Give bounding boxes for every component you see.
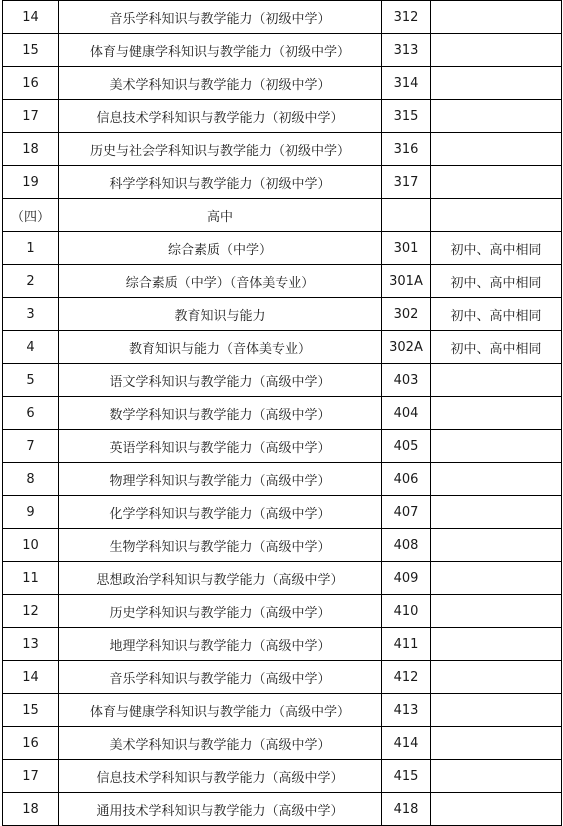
remark-cell (431, 199, 562, 232)
remark-cell (431, 727, 562, 760)
remark-cell (431, 628, 562, 661)
table-row (3, 595, 562, 628)
subject-name-cell: 英语学科知识与教学能力（高级中学） (59, 430, 382, 463)
subject-name-cell: 音乐学科知识与教学能力（高级中学） (59, 661, 382, 694)
table-row (3, 496, 562, 529)
subject-code-cell: 313 (382, 34, 431, 67)
row-number-cell: 6 (3, 397, 59, 430)
remark-cell (431, 529, 562, 562)
remark-cell (431, 661, 562, 694)
subject-code-cell (382, 199, 431, 232)
remark-cell (431, 595, 562, 628)
subject-name-cell: 通用技术学科知识与教学能力（高级中学） (59, 793, 382, 826)
table-row (3, 562, 562, 595)
subject-name-cell: 语文学科知识与教学能力（高级中学） (59, 364, 382, 397)
subject-code-cell: 413 (382, 694, 431, 727)
row-number-cell: 14 (3, 661, 59, 694)
table-row (3, 1, 562, 34)
table-row (3, 628, 562, 661)
remark-cell (431, 562, 562, 595)
row-number-cell: 15 (3, 694, 59, 727)
table-row (3, 727, 562, 760)
subject-code-cell: 407 (382, 496, 431, 529)
subject-name-cell: 数学学科知识与教学能力（高级中学） (59, 397, 382, 430)
remark-cell (431, 760, 562, 793)
remark-cell: 初中、高中相同 (431, 298, 562, 331)
remark-cell (431, 463, 562, 496)
subject-name-cell: 体育与健康学科知识与教学能力（初级中学） (59, 34, 382, 67)
subject-name-cell: 历史与社会学科知识与教学能力（初级中学） (59, 133, 382, 166)
row-number-cell: 18 (3, 793, 59, 826)
row-number-cell: 16 (3, 727, 59, 760)
row-number-cell: 19 (3, 166, 59, 199)
subject-code-cell: 315 (382, 100, 431, 133)
subject-code-cell: 418 (382, 793, 431, 826)
row-number-cell: 1 (3, 232, 59, 265)
table-row (3, 298, 562, 331)
row-number-cell: 9 (3, 496, 59, 529)
table-row (3, 793, 562, 826)
table-row (3, 67, 562, 100)
subject-code-cell: 414 (382, 727, 431, 760)
table-row (3, 34, 562, 67)
subject-name-cell: 综合素质（中学）（音体美专业） (59, 265, 382, 298)
subject-code-cell: 317 (382, 166, 431, 199)
subject-code-cell: 415 (382, 760, 431, 793)
row-number-cell: 7 (3, 430, 59, 463)
subject-name-cell: 化学学科知识与教学能力（高级中学） (59, 496, 382, 529)
subject-code-cell: 312 (382, 1, 431, 34)
table-row (3, 166, 562, 199)
row-number-cell: 14 (3, 1, 59, 34)
exam-subject-table (2, 0, 562, 826)
subject-code-cell: 302A (382, 331, 431, 364)
row-number-cell: 11 (3, 562, 59, 595)
row-number-cell: 17 (3, 760, 59, 793)
subject-name-cell: 美术学科知识与教学能力（初级中学） (59, 67, 382, 100)
subject-code-cell: 405 (382, 430, 431, 463)
row-number-cell: 15 (3, 34, 59, 67)
row-number-cell: 12 (3, 595, 59, 628)
remark-cell (431, 166, 562, 199)
row-number-cell: 10 (3, 529, 59, 562)
remark-cell (431, 694, 562, 727)
table-row (3, 694, 562, 727)
subject-code-cell: 410 (382, 595, 431, 628)
remark-cell: 初中、高中相同 (431, 265, 562, 298)
subject-code-cell: 301 (382, 232, 431, 265)
remark-cell: 初中、高中相同 (431, 331, 562, 364)
row-number-cell: （四） (3, 199, 59, 232)
remark-cell (431, 397, 562, 430)
table-row (3, 430, 562, 463)
subject-name-cell: 信息技术学科知识与教学能力（高级中学） (59, 760, 382, 793)
table-row (3, 760, 562, 793)
subject-code-cell: 404 (382, 397, 431, 430)
remark-cell (431, 364, 562, 397)
table-row (3, 331, 562, 364)
subject-name-cell: 音乐学科知识与教学能力（初级中学） (59, 1, 382, 34)
subject-name-cell: 历史学科知识与教学能力（高级中学） (59, 595, 382, 628)
subject-name-cell: 教育知识与能力 (59, 298, 382, 331)
section-header-row (3, 199, 562, 232)
subject-name-cell: 生物学科知识与教学能力（高级中学） (59, 529, 382, 562)
remark-cell (431, 496, 562, 529)
remark-cell (431, 67, 562, 100)
subject-code-cell: 314 (382, 67, 431, 100)
row-number-cell: 13 (3, 628, 59, 661)
subject-name-cell: 高中 (59, 199, 382, 232)
remark-cell (431, 430, 562, 463)
row-number-cell: 17 (3, 100, 59, 133)
row-number-cell: 2 (3, 265, 59, 298)
table-row (3, 100, 562, 133)
subject-code-cell: 406 (382, 463, 431, 496)
subject-code-cell: 302 (382, 298, 431, 331)
subject-name-cell: 科学学科知识与教学能力（初级中学） (59, 166, 382, 199)
remark-cell: 初中、高中相同 (431, 232, 562, 265)
remark-cell (431, 1, 562, 34)
subject-code-cell: 409 (382, 562, 431, 595)
subject-name-cell: 体育与健康学科知识与教学能力（高级中学） (59, 694, 382, 727)
subject-code-cell: 412 (382, 661, 431, 694)
row-number-cell: 5 (3, 364, 59, 397)
row-number-cell: 16 (3, 67, 59, 100)
subject-name-cell: 思想政治学科知识与教学能力（高级中学） (59, 562, 382, 595)
subject-name-cell: 信息技术学科知识与教学能力（初级中学） (59, 100, 382, 133)
row-number-cell: 4 (3, 331, 59, 364)
subject-code-cell: 403 (382, 364, 431, 397)
subject-code-cell: 411 (382, 628, 431, 661)
row-number-cell: 3 (3, 298, 59, 331)
table-row (3, 397, 562, 430)
subject-code-cell: 408 (382, 529, 431, 562)
table-row (3, 529, 562, 562)
subject-code-cell: 301A (382, 265, 431, 298)
table-row (3, 661, 562, 694)
row-number-cell: 8 (3, 463, 59, 496)
table-row (3, 364, 562, 397)
table-body (3, 1, 562, 826)
remark-cell (431, 133, 562, 166)
remark-cell (431, 34, 562, 67)
subject-name-cell: 综合素质（中学） (59, 232, 382, 265)
subject-name-cell: 物理学科知识与教学能力（高级中学） (59, 463, 382, 496)
table-row (3, 232, 562, 265)
subject-name-cell: 地理学科知识与教学能力（高级中学） (59, 628, 382, 661)
subject-name-cell: 美术学科知识与教学能力（高级中学） (59, 727, 382, 760)
remark-cell (431, 793, 562, 826)
table-row (3, 265, 562, 298)
subject-name-cell: 教育知识与能力（音体美专业） (59, 331, 382, 364)
table-row (3, 463, 562, 496)
subject-code-cell: 316 (382, 133, 431, 166)
remark-cell (431, 100, 562, 133)
row-number-cell: 18 (3, 133, 59, 166)
table-row (3, 133, 562, 166)
